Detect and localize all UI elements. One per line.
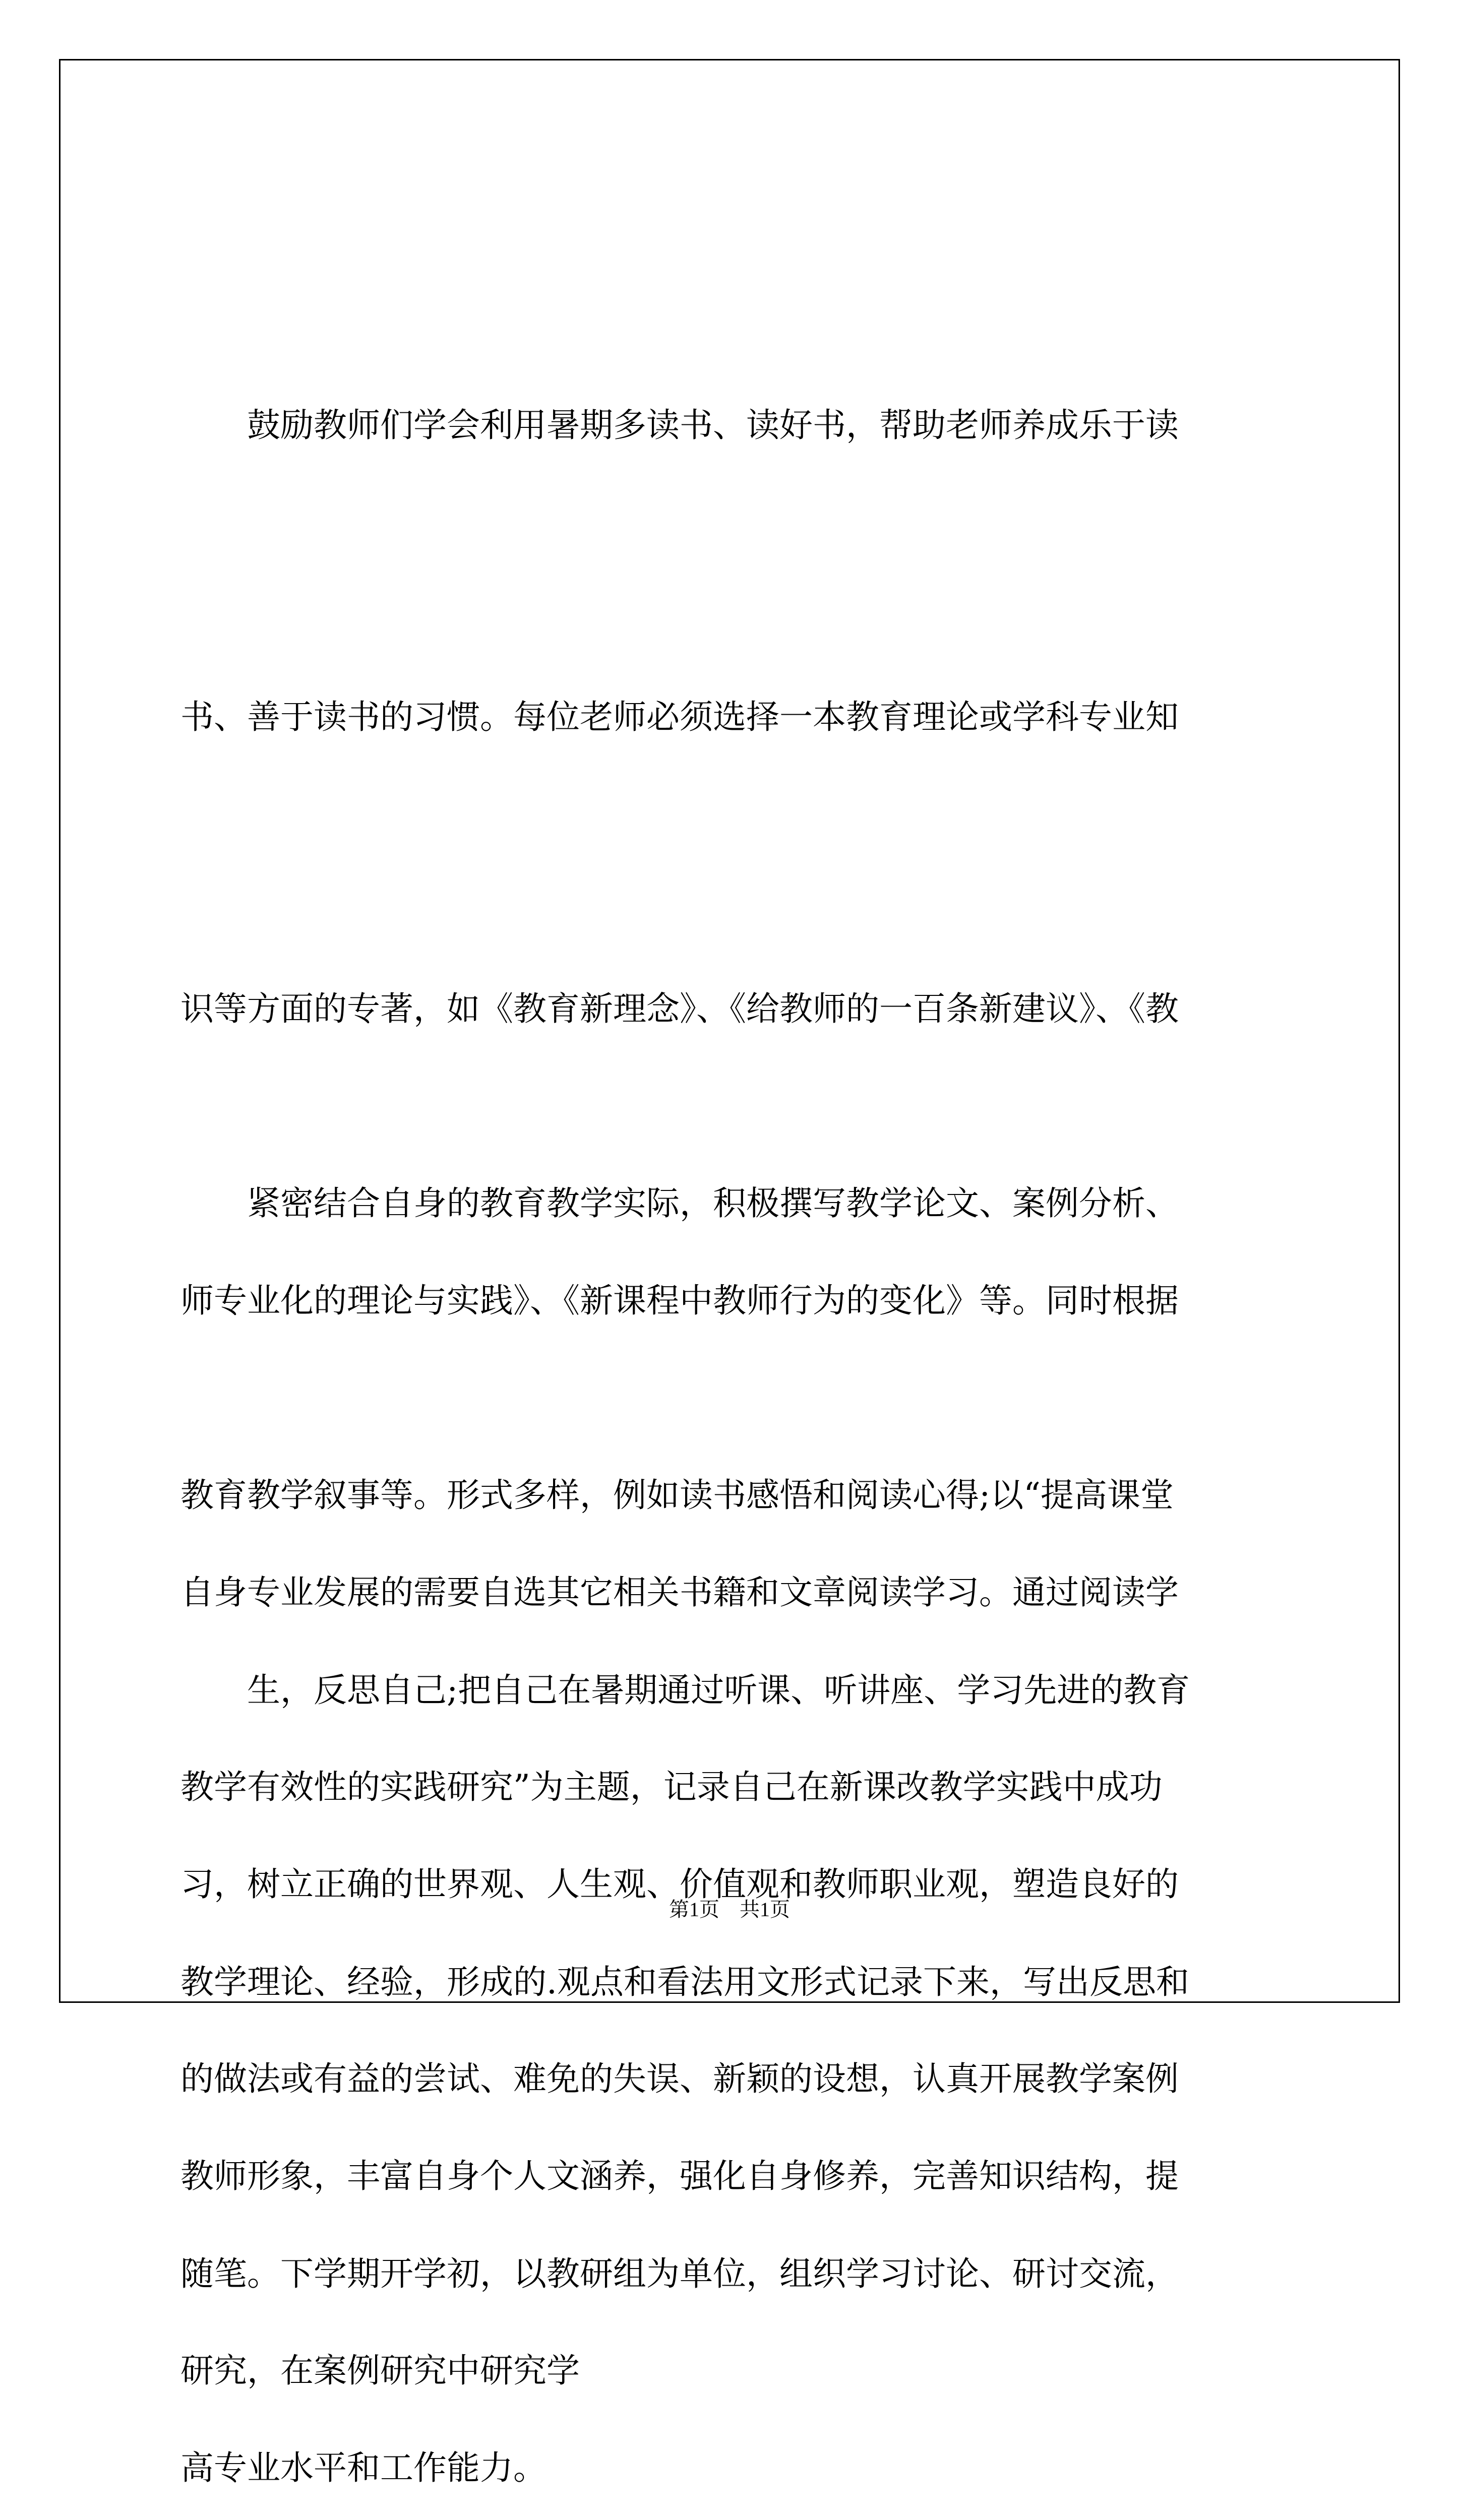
text-line: 鼓励教师们学会利用暑期多读书、读好书，帮助老师养成乐于读 (180, 406, 1179, 445)
text-line: 的做法或有益的尝试、难免的失误、新颖的设想，认真开展教学案例 (180, 2059, 1179, 2098)
text-line: 师专业化的理论与实践》、《新课程中教师行为的变化》等。同时根据 (180, 1281, 1179, 1320)
text-line: 识等方面的专著，如《教育新理念》、《给教师的一百条新建议》、《教 (180, 989, 1179, 1028)
text-line: 教学有效性的实践研究”为主题，记录自己在新课改教学实践中成功 (180, 1768, 1163, 1806)
body-paragraph-3 (180, 1447, 1190, 2520)
text-line: 书、善于读书的习惯。每位老师必须选择一本教育理论或学科专业知 (180, 698, 1179, 736)
page-number-footer: 第1页 共1页 (669, 1898, 790, 1921)
text-line: 教学理论、经验，形成的.观点和看法用文形式记录下来，写出反思和 (180, 1963, 1189, 2001)
text-line: 生，反思自己;把自己在暑期通过听课、听讲座、学习先进的教育 (180, 1671, 1190, 1710)
text-line: 随笔。下学期开学初，以教研组为单位，组织学习讨论、研讨交流， (180, 2254, 1179, 2293)
text-line: 教育教学叙事等。形式多样，例如读书感悟和阅读心得;以“提高课堂 (180, 1476, 1174, 1515)
text-line: 教师形象，丰富自身个人文涵养，强化自身修养，完善知识结构，提 (180, 2157, 1179, 2195)
text-line: 紧密结合自身的教育教学实际，积极撰写教学论文、案例分析、 (180, 1184, 1179, 1223)
text-line: 习，树立正确的世界观、人生观、价值观和教师职业观，塑造良好的 (180, 1865, 1179, 1904)
text-line: 自身专业发展的需要自选其它相关书籍和文章阅读学习。通过阅读学 (180, 1573, 1179, 1612)
text-line: 高专业水平和工作能力。 (180, 2448, 546, 2487)
text-line: 研究，在案例研究中研究学 (180, 2351, 580, 2390)
text-line (180, 2517, 1190, 2520)
